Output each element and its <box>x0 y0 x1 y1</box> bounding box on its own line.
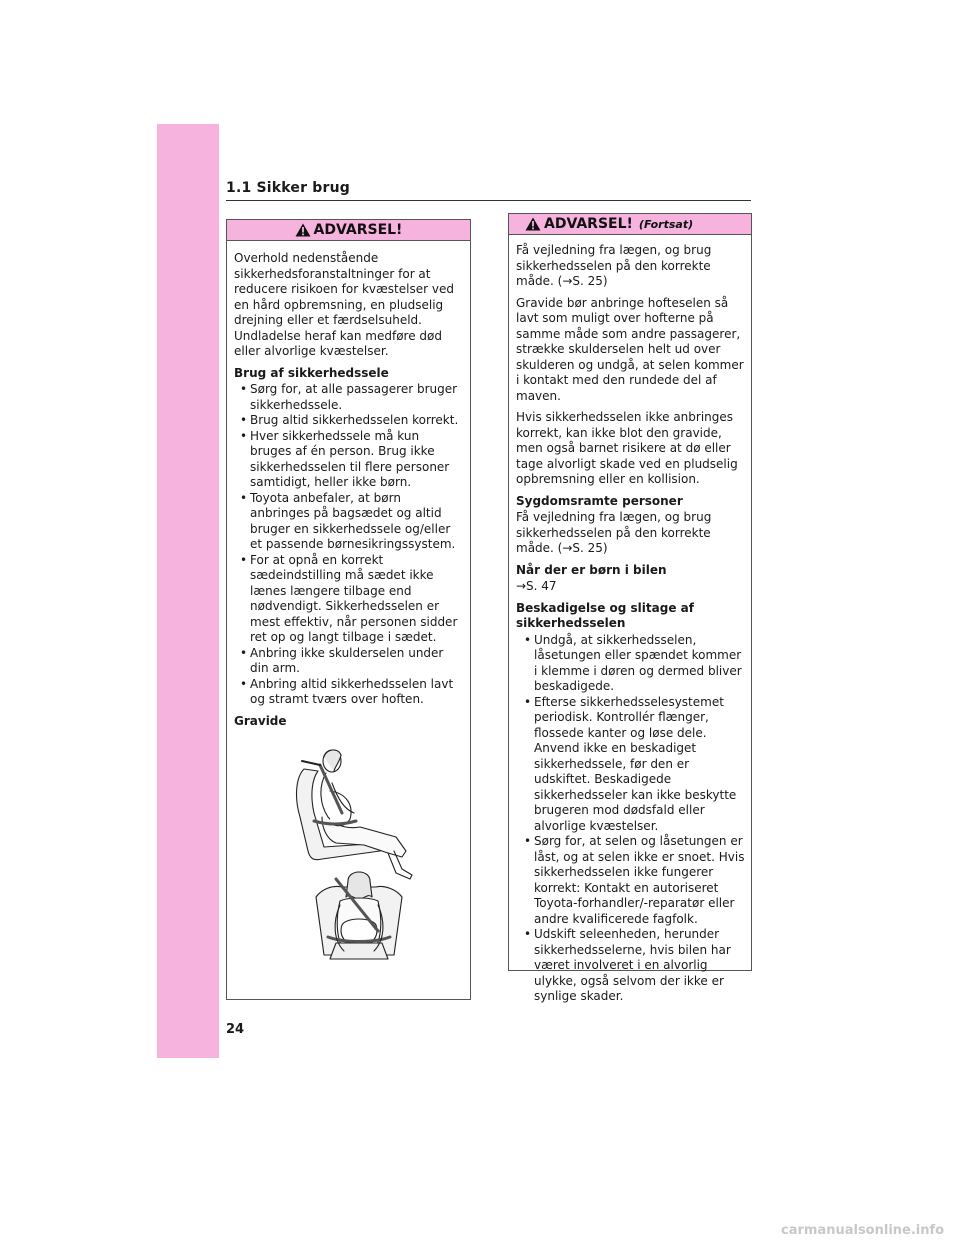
seatbelt-use-list <box>234 382 464 708</box>
list-item: • Hver sikkerhedssele må kun bruges af én person. Brug ikke sikkerhedsselen til flere personer samtidigt, heller ikke børn. <box>234 429 464 491</box>
paragraph: Få vejledning fra lægen, og brug sikkerhedsselen på den korrekte måde. (→S. 25) <box>516 243 712 288</box>
list-item: • Brug altid sikkerhedsselen korrekt. <box>234 413 464 429</box>
heading-seatbelt-use: Brug af sikkerhedssele <box>234 365 389 380</box>
warning-body-right <box>509 235 751 1005</box>
warning-triangle-icon <box>525 217 541 231</box>
list-item: • Sørg for, at selen og låsetungen er låst, og at selen ikke er snoet. Hvis sikkerhedsselen ikke fungerer korrekt: Kontakt en autoriseret Toyota-forhandler/-reparatør eller andre kvalificerede fagfolk. <box>516 834 745 927</box>
heading-pregnant: Gravide <box>234 713 287 728</box>
chapter-side-tab <box>157 124 219 1058</box>
page-number: 24 <box>226 1022 245 1037</box>
warning-title: ADVARSEL! <box>313 222 403 238</box>
list-item: • Sørg for, at alle passagerer bruger sikkerhedssele. <box>234 382 464 413</box>
warning-box-header <box>227 220 470 241</box>
paragraph: Få vejledning fra lægen, og brug sikkerhedsselen på den korrekte måde. (→S. 25) <box>516 510 712 555</box>
list-item: • Undgå, at sikkerhedsselen, låsetungen eller spændet kommer i klemme i døren og dermed bliver beskadigede. <box>516 633 745 695</box>
continued-label: (Fortsat) <box>638 217 694 231</box>
warning-box-right <box>508 213 752 1003</box>
paragraph: Gravide bør anbringe hofteselen så lavt som muligt over hofterne på samme måde som andre passagerer, strække skulderselen helt ud over skulderen og undgå, at selen kommer i kontakt med den rundede del af maven. <box>516 295 744 403</box>
warning-intro: Overhold nedenstående sikkerhedsforanstaltninger for at reducere risikoen for kvæstelser ved en hård opbremsning, en pludselig drejning eller et færdselsuheld. Undladelse heraf kan medføre død eller alvorlige kvæstelser. <box>234 251 454 358</box>
damage-list <box>516 633 745 1005</box>
pregnant-seatbelt-illustration <box>284 747 424 973</box>
list-item: • Udskift seleenheden, herunder sikkerhedsselerne, hvis bilen har været involveret i en alvorlig ulykke, også selvom der ikke er synlige skader. <box>516 927 745 1005</box>
warning-title: ADVARSEL! <box>544 216 633 232</box>
warning-triangle-icon <box>295 223 311 237</box>
watermark: carmanualsonline.info <box>781 1223 945 1238</box>
section-title: 1.1 Sikker brug <box>226 180 350 196</box>
list-item: • For at opnå en korrekt sædeindstilling må sædet ikke lænes længere tilbage end nødvendigt. Sikkerhedsselen er mest effektiv, når personen sidder ret op og langt tilbage i sædet. <box>234 553 464 646</box>
heading-children: Når der er børn i bilen <box>516 562 667 577</box>
list-item: • Anbring ikke skulderselen under din arm. <box>234 646 464 677</box>
section-divider <box>226 200 751 201</box>
list-item: • Toyota anbefaler, at børn anbringes på bagsædet og altid bruger en sikkerhedssele og/eller et passende børnesikringssystem. <box>234 491 464 553</box>
list-item: • Efterse sikkerhedsselesystemet periodisk. Kontrollér flænger, flossede kanter og løse dele. Anvend ikke en beskadiget sikkerhedssele, før den er udskiftet. Beskadigede sikkerhedsseler kan ikke beskytte brugeren mod dødsfald eller alvorlige kvæstelser. <box>516 695 745 835</box>
heading-sick-persons: Sygdomsramte personer <box>516 493 683 508</box>
page-reference: →S. 47 <box>516 579 557 593</box>
paragraph: Hvis sikkerhedsselen ikke anbringes korrekt, kan ikke blot den gravide, men også barnet risikere at dø eller tage alvorligt skade ved en pludselig opbremsning eller en kollision. <box>516 410 738 486</box>
warning-body-left <box>227 241 470 973</box>
list-item: • Anbring altid sikkerhedsselen lavt og stramt tværs over hoften. <box>234 677 464 708</box>
heading-damage: Beskadigelse og slitage af sikkerhedsselen <box>516 600 694 630</box>
warning-box-left <box>226 219 471 1000</box>
warning-box-header-continued <box>509 214 751 235</box>
